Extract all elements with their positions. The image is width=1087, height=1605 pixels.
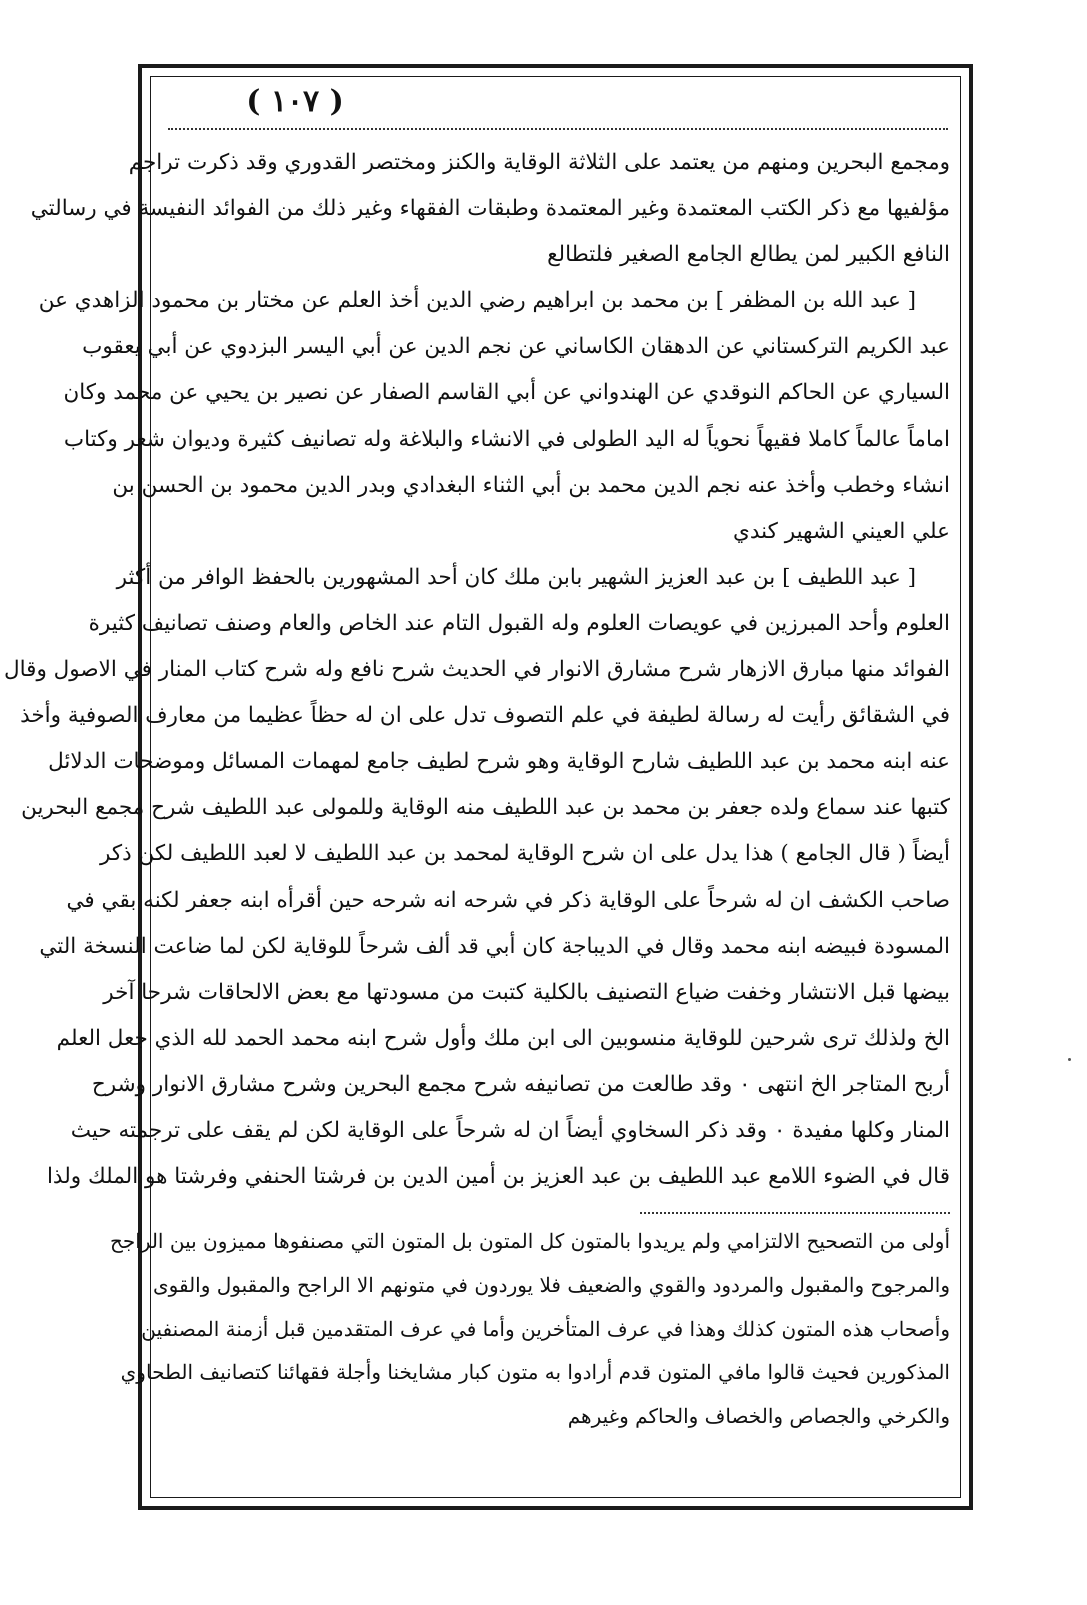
text-line: عبد الكريم التركستاني عن الدهقان الكاساني عن نجم الدين عن أبي اليسر البزدوي عن أبي يعقوب [82,334,950,360]
text-line: عنه ابنه محمد بن عبد اللطيف شارح الوقاية وهو شرح لطيف جامع لمهمات المسائل وموضحات الدلائل [48,749,950,775]
footnote-line: وأصحاب هذه المتون كذلك وهذا في عرف المتأخرين وأما في عرف المتقدمين قبل أزمنة المصنفين [141,1316,950,1341]
text-line: بيضها قبل الانتشار وخفت ضياع التصنيف بالكلية كتبت من مسودتها مع بعض الالحاقات شرحا آخر [103,979,950,1005]
text-line: في الشقائق رأيت له رسالة لطيفة في علم التصوف تدل على ان له حظاً عظيما من معارف الصوفية وأخذ [20,703,950,729]
text-line: ومجمع البحرين ومنهم من يعتمد على الثلاثة الوقاية والكنز ومختصر القدوري وقد ذكرت تراجم [128,150,950,175]
text-line: قال في الضوء اللامع عبد اللطيف بن عبد العزيز بن أمين الدين بن فرشتا الحنفي وفرشتا هو الملك ولذا [46,1164,950,1190]
entry-heading-line: [ عبد الله بن المظفر ] بن محمد بن ابراهيم رضي الدين أخذ العلم عن مختار بن محمود الزاهدي عن [38,288,916,314]
page-number: ( ١٠٧ ) [246,84,344,119]
text-line: مؤلفيها مع ذكر الكتب المعتمدة وغير المعتمدة وطبقات الفقهاء وغير ذلك من الفوائد النفيسة في رسالتي [30,196,950,222]
text-line: العلوم وأحد المبرزين في عويصات العلوم وله القبول التام عند الخاص والعام وصنف تصانيف كثيرة [88,610,950,636]
text-line: النافع الكبير لمن يطالع الجامع الصغير فلتطالع [547,242,950,268]
text-line: السياري عن الحاكم النوقدي عن الهندواني عن أبي القاسم الصفار عن نصير بن يحيي عن محمد وكان [63,380,950,406]
footnote-line: والكرخي والجصاص والخصاف والحاكم وغيرهم [567,1404,950,1429]
entry-heading-line: [ عبد اللطيف ] بن عبد العزيز الشهير بابن ملك كان أحد المشهورين بالحفظ الوافر من أكثر [116,564,916,590]
text-line: المسودة فبيضه ابنه محمد وقال في الديباجة كان أبي قد ألف شرحاً للوقاية لكن لما ضاعت النسخة التي [39,933,950,959]
text-line: الفوائد منها مبارق الازهار شرح مشارق الانوار في الحديث شرح نافع وله شرح كتاب المنار في الاصول وقال [4,657,950,683]
text-line: أيضاً ( قال الجامع ) هذا يدل على ان شرح الوقاية لمحمد بن عبد اللطيف لا لعبد اللطيف لكن ذكر [100,841,950,867]
text-line: كتبها عند سماع ولده جعفر بن محمد بن عبد اللطيف منه الوقاية وللمولى عبد اللطيف شرح مجمع البحرين [21,795,950,821]
footnote-line: والمرجوح والمقبول والمردود والقوي والضعيف فلا يوردون في متونهم الا الراجح والمقبول والقوى [152,1272,950,1297]
text-line: علي العيني الشهير كندي [733,518,950,544]
footnote-dotted-rule [640,1212,950,1214]
text-line: انشاء وخطب وأخذ عنه نجم الدين محمد بن أبي الثناء البغدادي وبدر الدين محمود بن الحسن بن [112,472,950,498]
footnote-line: المذكورين فحيث قالوا مافي المتون قدم أرادوا به متون كبار مشايخنا وأجلة فقهائنا كتصانيف الطحاوي [120,1360,950,1385]
text-line: أربح المتاجر الخ انتهى ٠ وقد طالعت من تصانيفه شرح مجمع البحرين وشرح مشارق الانوار وشرح [91,1071,950,1097]
text-line: الخ ولذلك ترى شرحين للوقاية منسوبين الى ابن ملك وأول شرح ابنه محمد الحمد لله الذي جعل العلم [56,1025,950,1051]
text-line: المنار وكلها مفيدة ٠ وقد ذكر السخاوي أيضاً ان له شرحاً على الوقاية لكن لم يقف على ترجمته حيث [70,1117,950,1143]
footnote-block [109,1220,950,1439]
footnote-line: أولى من التصحيح الالتزامي ولم يريدوا بالمتون كل المتون بل المتون التي مصنفوها مميزون بين الراجح [109,1229,950,1253]
text-line: صاحب الكشف ان له شرحاً على الوقاية ذكر في شرحه انه شرحه حين أقرأه ابنه جعفر لكنه بقي في [66,887,950,913]
margin-speck [1068,1058,1071,1061]
header-dotted-rule [168,128,948,130]
main-text-block [4,140,950,1200]
text-line: اماماً عالماً كاملا فقيهاً نحوياً له اليد الطولى في الانشاء والبلاغة وله تصانيف كثيرة وديوان شعر وكتاب [63,426,950,452]
